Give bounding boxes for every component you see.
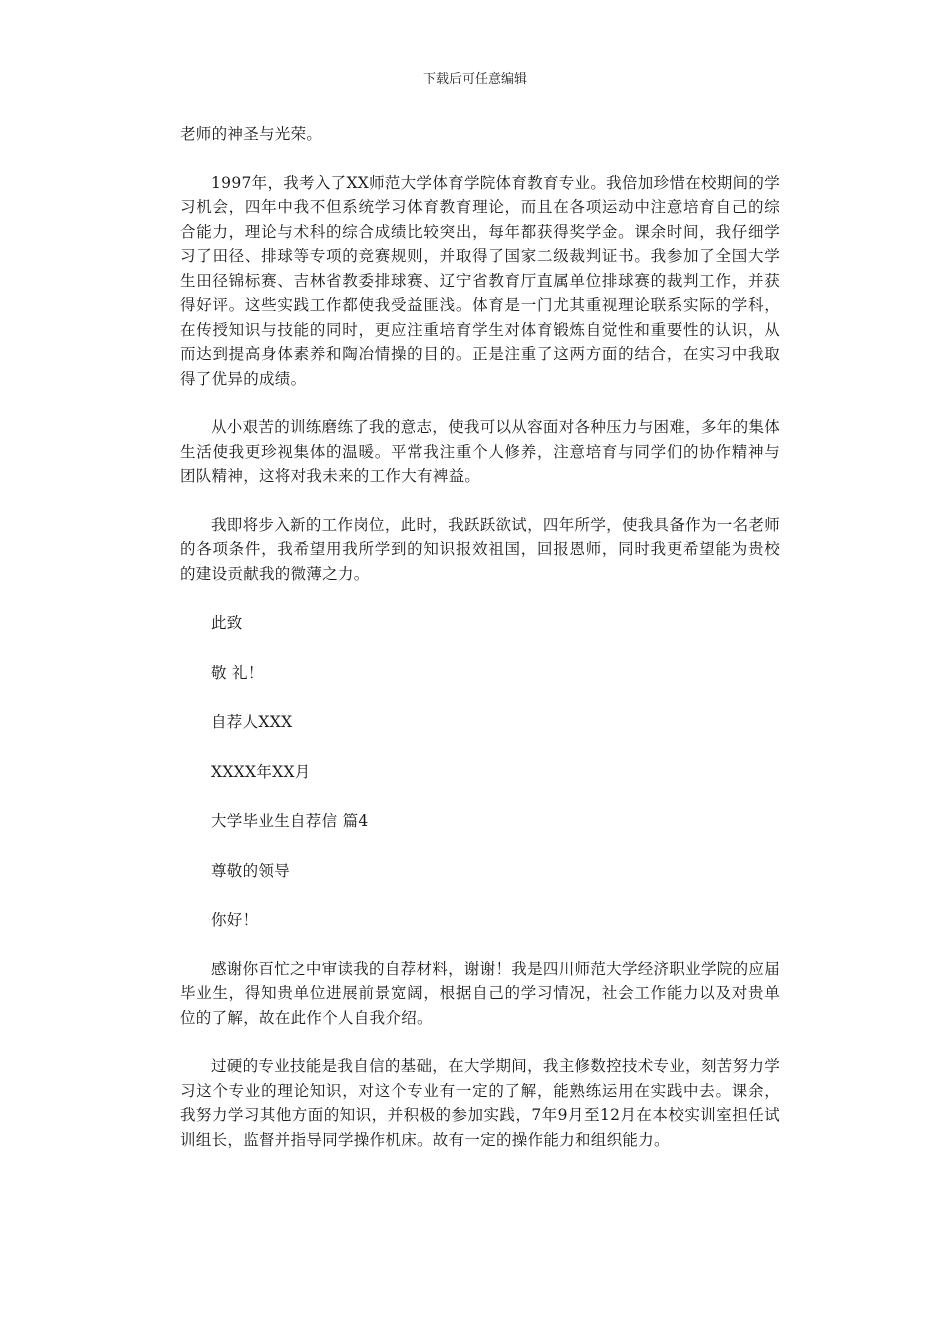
paragraph-skills: 过硬的专业技能是我自信的基础，在大学期间，我主修数控技术专业，刻苦努力学习这个专业的理论知识，对这个专业有一定的了解，能熟练运用在实践中去。课余，我努力学习其他方面的知识，并积极的参加实践，7年9月至12月在本校实训室担任试训组长，监督并指导同学操作机床。故有一定的操作能力和组织能力。 bbox=[180, 1057, 780, 1149]
paragraph-character: 从小艰苦的训练磨练了我的意志，使我可以从容面对各种压力与困难，多年的集体生活使我更珍视集体的温暖。平常我注重个人修养，注意培育与同学们的协作精神与团队精神，这将对我未来的工作大有裨益。 bbox=[180, 418, 780, 485]
paragraph-introduction: 感谢你百忙之中审读我的自荐材料，谢谢！我是四川师范大学经济职业学院的应届毕业生，得知贵单位进展前景宽阔，根据自己的学习情况，社会工作能力以及对贵单位的了解，故在此作个人自我介绍。 bbox=[180, 959, 780, 1027]
closing-salutation: 此致 bbox=[211, 614, 243, 632]
document-body bbox=[180, 122, 780, 1152]
page-header-note: 下载后可任意编辑 bbox=[422, 72, 527, 87]
date-line: XXXX年XX月 bbox=[211, 762, 311, 781]
greeting-addressee: 尊敬的领导 bbox=[211, 861, 291, 880]
paragraph-education: 1997年，我考入了XX师范大学体育学院体育教育专业。我倍加珍惜在校期间的学习机会，四年中我不但系统学习体育教育理论，而且在各项运动中注意培育自己的综合能力，理论与术科的综合成绩比较突出，每年都获得奖学金。课余时间，我仔细学习了田径、排球等专项的竞赛规则，并取得了国家二级裁判证书。我参加了全国大学生田径锦标赛、吉林省教委排球赛、辽宁省教育厅直属单位排球赛的裁判工作，并获得好评。这些实践工作都使我受益匪浅。体育是一门尤其重视理论联系实际的学科，在传授知识与技能的同时，更应注重培育学生对体育锻炼自觉性和重要性的认识，从而达到提高身体素养和陶冶情操的目的。正是注重了这两方面的结合，在实习中我取得了优异的成绩。 bbox=[180, 173, 780, 388]
paragraph-aspiration: 我即将步入新的工作岗位，此时，我跃跃欲试，四年所学，使我具备作为一名老师的各项条件，我希望用我所学到的知识报效祖国，回报恩师，同时我更希望能为贵校的建设贡献我的微薄之力。 bbox=[180, 515, 780, 583]
paragraph-continuation: 老师的神圣与光荣。 bbox=[180, 125, 323, 143]
section-title: 大学毕业生自荐信 篇4 bbox=[211, 812, 369, 830]
closing-regards: 敬 礼！ bbox=[211, 663, 264, 682]
greeting-hello: 你好！ bbox=[211, 911, 259, 929]
signature: 自荐人XXX bbox=[211, 713, 293, 731]
